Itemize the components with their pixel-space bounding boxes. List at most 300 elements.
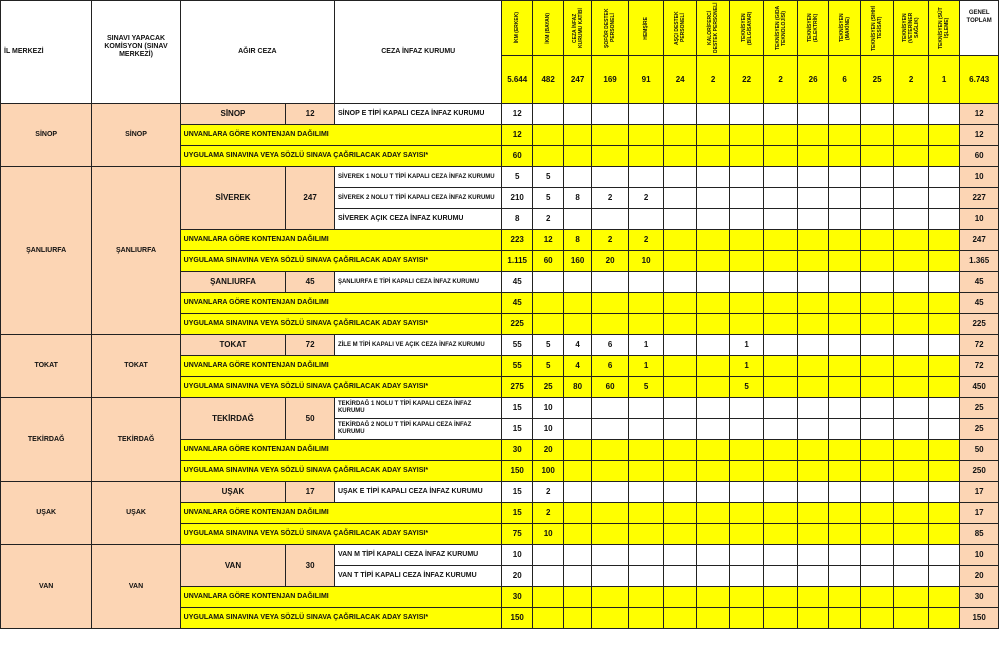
value-cell: 30 [502,440,532,461]
column-total-7: 22 [729,56,764,104]
agir-ceza-cell: VAN [180,545,286,587]
value-cell: 225 [502,314,532,335]
column-header-label: TEKNİSYEN (ELEKTRİK) [807,13,820,43]
value-cell [928,251,959,272]
value-cell: 15 [502,482,532,503]
value-cell [629,503,664,524]
value-cell [729,209,764,230]
value-cell: 5 [532,188,563,209]
value-cell [532,587,563,608]
column-header-label: CEZA İNFAZ KURUMU KATİBİ [571,8,584,48]
value-cell [894,251,929,272]
row-total: 227 [960,188,999,209]
komisyon-cell: SİNOP [92,104,180,167]
value-cell [797,335,828,356]
value-cell [629,608,664,629]
value-cell [729,545,764,566]
value-cell [860,188,894,209]
value-cell [729,125,764,146]
value-cell [797,608,828,629]
cagrilacak-label: UYGULAMA SINAVINA VEYA SÖZLÜ SINAVA ÇAĞRILACAK ADAY SAYISI* [180,524,502,545]
il-merkezi-cell: UŞAK [1,482,92,545]
column-header-0 [502,1,532,56]
column-header-6 [697,1,729,56]
value-cell [564,419,591,440]
value-cell [797,461,828,482]
value-cell [729,167,764,188]
value-cell [829,440,860,461]
value-cell [829,272,860,293]
value-cell [797,125,828,146]
column-total-4: 91 [629,56,664,104]
value-cell [894,545,929,566]
value-cell [591,440,629,461]
value-cell [564,503,591,524]
value-cell [663,398,697,419]
agir-ceza-header: AĞIR CEZA [180,1,334,104]
value-cell [797,587,828,608]
value-cell: 60 [532,251,563,272]
kurum-name: ŞANLIURFA E TİPİ KAPALI CEZA İNFAZ KURUMU [334,272,502,293]
value-cell [764,545,798,566]
kurum-name: VAN T TİPİ KAPALI CEZA İNFAZ KURUMU [334,566,502,587]
value-cell: 5 [532,167,563,188]
value-cell [697,293,729,314]
value-cell [829,335,860,356]
kurum-row [1,545,999,566]
row-total: 150 [960,608,999,629]
value-cell [729,419,764,440]
value-cell [591,461,629,482]
value-cell [797,440,828,461]
value-cell [894,587,929,608]
value-cell: 2 [532,482,563,503]
value-cell [894,419,929,440]
column-header-10 [829,1,860,56]
dagilim-label: UNVANLARA GÖRE KONTENJAN DAĞILIMI [180,440,502,461]
value-cell: 1 [729,356,764,377]
value-cell [564,146,591,167]
value-cell: 1.115 [502,251,532,272]
value-cell [860,587,894,608]
value-cell: 275 [502,377,532,398]
value-cell [532,272,563,293]
value-cell [860,503,894,524]
value-cell [894,377,929,398]
value-cell [591,209,629,230]
value-cell [591,125,629,146]
dagilim-label: UNVANLARA GÖRE KONTENJAN DAĞILIMI [180,230,502,251]
value-cell [928,377,959,398]
value-cell [860,377,894,398]
column-header-3 [591,1,629,56]
cagrilacak-label: UYGULAMA SINAVINA VEYA SÖZLÜ SINAVA ÇAĞRILACAK ADAY SAYISI* [180,608,502,629]
column-header-4 [629,1,664,56]
row-total: 30 [960,587,999,608]
kurum-name: TEKİRDAĞ 2 NOLU T TİPİ KAPALI CEZA İNFAZ KURUMU [334,419,502,440]
value-cell: 160 [564,251,591,272]
kurum-name: SİVEREK AÇIK CEZA İNFAZ KURUMU [334,209,502,230]
value-cell [764,293,798,314]
value-cell [797,167,828,188]
value-cell [860,524,894,545]
value-cell [928,125,959,146]
column-header-label: TEKNİSYEN (GIDA TEKNOLOJİSİ) [774,5,787,51]
value-cell [697,419,729,440]
value-cell [629,209,664,230]
value-cell [764,272,798,293]
column-header-label: ŞOFÖR DESTEK PERSONELİ [604,8,617,48]
value-cell [697,146,729,167]
value-cell [663,566,697,587]
value-cell [797,566,828,587]
value-cell [564,272,591,293]
value-cell [829,230,860,251]
value-cell [797,524,828,545]
value-cell: 2 [629,230,664,251]
value-cell [829,377,860,398]
value-cell: 20 [502,566,532,587]
row-total: 25 [960,398,999,419]
value-cell [860,209,894,230]
value-cell: 45 [502,272,532,293]
value-cell [697,125,729,146]
value-cell [797,377,828,398]
agir-ceza-cell: TOKAT [180,335,286,356]
komisyon-cell: VAN [92,545,180,629]
value-cell: 30 [502,587,532,608]
genel-toplam-header [960,1,999,56]
agir-ceza-total: 17 [286,482,335,503]
row-total: 72 [960,356,999,377]
value-cell [663,230,697,251]
value-cell [591,545,629,566]
value-cell [591,503,629,524]
row-total: 50 [960,440,999,461]
value-cell [591,314,629,335]
value-cell [591,608,629,629]
row-total: 72 [960,335,999,356]
value-cell [764,188,798,209]
column-header-8 [764,1,798,56]
value-cell [697,335,729,356]
value-cell [663,146,697,167]
value-cell: 55 [502,335,532,356]
value-cell: 75 [502,524,532,545]
value-cell [764,503,798,524]
value-cell [564,314,591,335]
value-cell [829,398,860,419]
column-header-label: TEKNİSYEN (BİLGİSAYAR) [740,11,753,45]
genel-toplam-label: GENEL TOPLAM [966,10,992,24]
komisyon-cell: UŞAK [92,482,180,545]
value-cell [663,125,697,146]
value-cell [860,608,894,629]
dagilim-label: UNVANLARA GÖRE KONTENJAN DAĞILIMI [180,356,502,377]
header-row [1,1,999,56]
kurum-row [1,104,999,125]
value-cell [629,545,664,566]
value-cell: 60 [502,146,532,167]
value-cell [764,230,798,251]
value-cell [860,272,894,293]
value-cell [797,272,828,293]
value-cell [894,440,929,461]
value-cell [928,188,959,209]
kurum-header: CEZA İNFAZ KURUMU [334,1,502,104]
value-cell [697,167,729,188]
value-cell [729,146,764,167]
value-cell [564,608,591,629]
value-cell [564,545,591,566]
value-cell [829,461,860,482]
value-cell [729,503,764,524]
value-cell [729,272,764,293]
value-cell [697,482,729,503]
value-cell: 1 [629,335,664,356]
agir-ceza-cell: TEKİRDAĞ [180,398,286,440]
row-total: 45 [960,272,999,293]
il-merkezi-cell: TEKİRDAĞ [1,398,92,482]
row-total: 45 [960,293,999,314]
value-cell [591,587,629,608]
column-total-6: 2 [697,56,729,104]
value-cell [829,503,860,524]
kurum-name: UŞAK E TİPİ KAPALI CEZA İNFAZ KURUMU [334,482,502,503]
row-total: 12 [960,104,999,125]
value-cell [532,314,563,335]
value-cell [532,608,563,629]
value-cell [764,608,798,629]
value-cell [697,503,729,524]
column-header-label: AŞÇI DESTEK PERSONELİ [674,11,687,45]
value-cell [663,251,697,272]
value-cell [928,167,959,188]
value-cell: 8 [502,209,532,230]
value-cell [829,209,860,230]
value-cell [697,524,729,545]
value-cell [928,104,959,125]
value-cell [797,419,828,440]
row-total: 85 [960,524,999,545]
value-cell: 10 [629,251,664,272]
column-header-label: İKM (ERKEK) [514,12,521,44]
value-cell [564,167,591,188]
value-cell [797,188,828,209]
value-cell [860,230,894,251]
kurum-name: VAN M TİPİ KAPALI CEZA İNFAZ KURUMU [334,545,502,566]
il-merkezi-cell: TOKAT [1,335,92,398]
value-cell [564,209,591,230]
value-cell: 4 [564,356,591,377]
row-total: 17 [960,482,999,503]
value-cell [764,377,798,398]
value-cell: 10 [532,398,563,419]
value-cell [894,461,929,482]
value-cell [829,146,860,167]
value-cell [797,503,828,524]
kurum-name: SİVEREK 1 NOLU T TİPİ KAPALI CEZA İNFAZ KURUMU [334,167,502,188]
value-cell [564,293,591,314]
value-cell [860,293,894,314]
value-cell: 223 [502,230,532,251]
agir-ceza-total: 12 [286,104,335,125]
value-cell [591,566,629,587]
agir-ceza-total: 30 [286,545,335,587]
value-cell: 10 [532,524,563,545]
value-cell [928,335,959,356]
value-cell [764,419,798,440]
value-cell [797,356,828,377]
value-cell [860,419,894,440]
value-cell [729,461,764,482]
value-cell [928,524,959,545]
value-cell [629,440,664,461]
value-cell [764,356,798,377]
value-cell: 100 [532,461,563,482]
value-cell: 55 [502,356,532,377]
value-cell [729,251,764,272]
row-total: 17 [960,503,999,524]
value-cell [663,461,697,482]
value-cell [729,314,764,335]
value-cell [697,272,729,293]
column-header-label: HEMŞİRE [643,16,650,40]
value-cell [829,566,860,587]
row-total: 12 [960,125,999,146]
value-cell [829,251,860,272]
value-cell [797,545,828,566]
value-cell [663,419,697,440]
value-cell [629,104,664,125]
value-cell [894,188,929,209]
value-cell [697,314,729,335]
grand-total: 6.743 [960,56,999,104]
dagilim-label: UNVANLARA GÖRE KONTENJAN DAĞILIMI [180,125,502,146]
value-cell [928,230,959,251]
value-cell [797,314,828,335]
value-cell [697,356,729,377]
value-cell [829,482,860,503]
value-cell [663,587,697,608]
column-total-0: 5.644 [502,56,532,104]
value-cell [829,125,860,146]
value-cell [629,125,664,146]
value-cell [729,230,764,251]
value-cell: 15 [502,419,532,440]
column-total-12: 2 [894,56,929,104]
value-cell: 8 [564,230,591,251]
value-cell: 60 [591,377,629,398]
value-cell [729,566,764,587]
value-cell [894,125,929,146]
value-cell [764,335,798,356]
value-cell [764,251,798,272]
value-cell: 6 [591,356,629,377]
value-cell [860,251,894,272]
value-cell [860,545,894,566]
komisyon-cell: TOKAT [92,335,180,398]
column-header-label: KALORİFERCİ DESTEK PERSONELİ [707,2,720,54]
value-cell: 2 [532,503,563,524]
value-cell [564,104,591,125]
value-cell [860,125,894,146]
value-cell [532,293,563,314]
value-cell [928,146,959,167]
agir-ceza-total: 45 [286,272,335,293]
value-cell [729,440,764,461]
column-header-9 [797,1,828,56]
value-cell: 2 [591,230,629,251]
row-total: 247 [960,230,999,251]
value-cell [697,461,729,482]
agir-ceza-cell: ŞANLIURFA [180,272,286,293]
column-header-12 [894,1,929,56]
value-cell [663,503,697,524]
value-cell: 25 [532,377,563,398]
value-cell [697,566,729,587]
value-cell [663,293,697,314]
value-cell [564,398,591,419]
value-cell [564,587,591,608]
value-cell [591,482,629,503]
value-cell: 12 [502,125,532,146]
value-cell [928,461,959,482]
value-cell [697,230,729,251]
value-cell [797,104,828,125]
value-cell: 12 [502,104,532,125]
agir-ceza-total: 72 [286,335,335,356]
il-merkezi-cell: SİNOP [1,104,92,167]
value-cell [928,272,959,293]
value-cell [860,314,894,335]
value-cell: 45 [502,293,532,314]
value-cell [928,566,959,587]
value-cell [663,104,697,125]
value-cell [697,104,729,125]
value-cell [928,209,959,230]
value-cell [860,566,894,587]
value-cell [829,167,860,188]
cagrilacak-label: UYGULAMA SINAVINA VEYA SÖZLÜ SINAVA ÇAĞRILACAK ADAY SAYISI* [180,314,502,335]
value-cell [894,524,929,545]
value-cell [860,461,894,482]
value-cell [629,524,664,545]
value-cell [894,398,929,419]
value-cell: 1 [729,335,764,356]
value-cell [829,608,860,629]
value-cell [532,545,563,566]
value-cell [764,461,798,482]
value-cell: 5 [629,377,664,398]
value-cell [797,251,828,272]
kurum-row [1,335,999,356]
row-total: 10 [960,209,999,230]
value-cell [697,440,729,461]
value-cell [663,524,697,545]
value-cell [591,419,629,440]
column-total-5: 24 [663,56,697,104]
row-total: 10 [960,167,999,188]
value-cell [697,209,729,230]
value-cell: 210 [502,188,532,209]
value-cell [729,608,764,629]
column-header-5 [663,1,697,56]
kurum-row [1,167,999,188]
value-cell [729,104,764,125]
value-cell: 1 [629,356,664,377]
cagrilacak-label: UYGULAMA SINAVINA VEYA SÖZLÜ SINAVA ÇAĞRILACAK ADAY SAYISI* [180,377,502,398]
